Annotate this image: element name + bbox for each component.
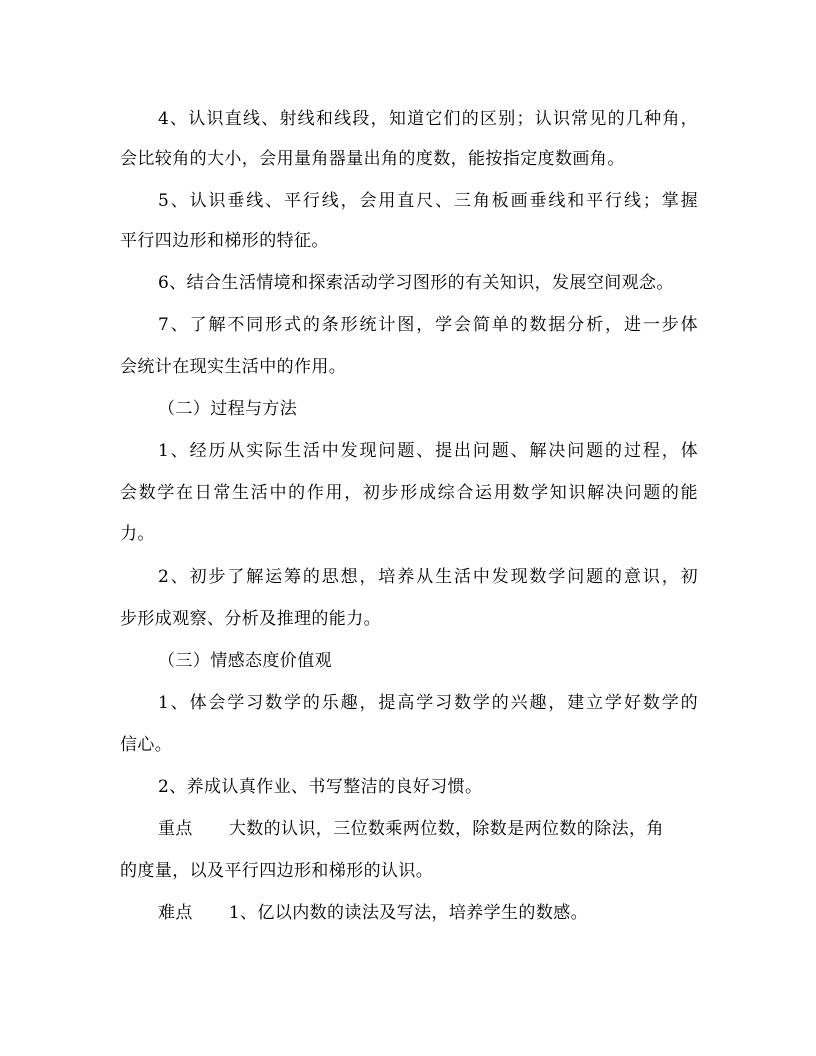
p4-line1: 4、认识直线、射线和线段，知道它们的区别；认识常见的几种角， bbox=[158, 109, 698, 129]
s3p1-line1: 1、体会学习数学的乐趣，提高学习数学的兴趣，建立学好数学的 bbox=[158, 693, 698, 713]
s2p1-line2: 会数学在日常生活中的作用，初步形成综合运用数学知识解决问题的能 bbox=[120, 483, 698, 503]
key-points-line2: 的度量，以及平行四边形和梯形的认识。 bbox=[120, 861, 434, 881]
section2-heading: （二）过程与方法 bbox=[158, 399, 298, 419]
key-points-text: 大数的认识，三位数乘两位数，除数是两位数的除法，角 bbox=[228, 819, 664, 839]
section3-heading: （三）情感态度价值观 bbox=[158, 651, 332, 671]
p7-line1: 7、了解不同形式的条形统计图，学会简单的数据分析，进一步体 bbox=[158, 315, 698, 335]
p5-line2: 平行四边形和梯形的特征。 bbox=[120, 231, 329, 251]
p6-line1: 6、结合生活情境和探索活动学习图形的有关知识，发展空间观念。 bbox=[158, 273, 674, 293]
difficulties-label: 难点 bbox=[158, 903, 193, 923]
key-points-line1 bbox=[158, 818, 698, 840]
p7-line2: 会统计在现实生活中的作用。 bbox=[120, 357, 347, 377]
s2p2-line2: 步形成观察、分析及推理的能力。 bbox=[120, 609, 381, 629]
difficulties-line1 bbox=[158, 902, 588, 924]
difficulties-text: 1、亿以内数的读法及写法，培养学生的数感。 bbox=[228, 903, 589, 923]
s3p2-line1: 2、养成认真作业、书写整洁的良好习惯。 bbox=[158, 777, 483, 797]
s3p1-line2: 信心。 bbox=[120, 735, 173, 755]
s2p1-line3: 力。 bbox=[120, 524, 155, 544]
key-points-label: 重点 bbox=[158, 819, 193, 839]
p5-line1: 5、认识垂线、平行线，会用直尺、三角板画垂线和平行线；掌握 bbox=[158, 191, 698, 211]
p4-line2: 会比较角的大小，会用量角器量出角的度数，能按指定度数画角。 bbox=[120, 149, 625, 169]
s2p2-line1: 2、初步了解运筹的思想，培养从生活中发现数学问题的意识，初 bbox=[158, 567, 698, 587]
s2p1-line1: 1、经历从实际生活中发现问题、提出问题、解决问题的过程，体 bbox=[158, 441, 698, 461]
